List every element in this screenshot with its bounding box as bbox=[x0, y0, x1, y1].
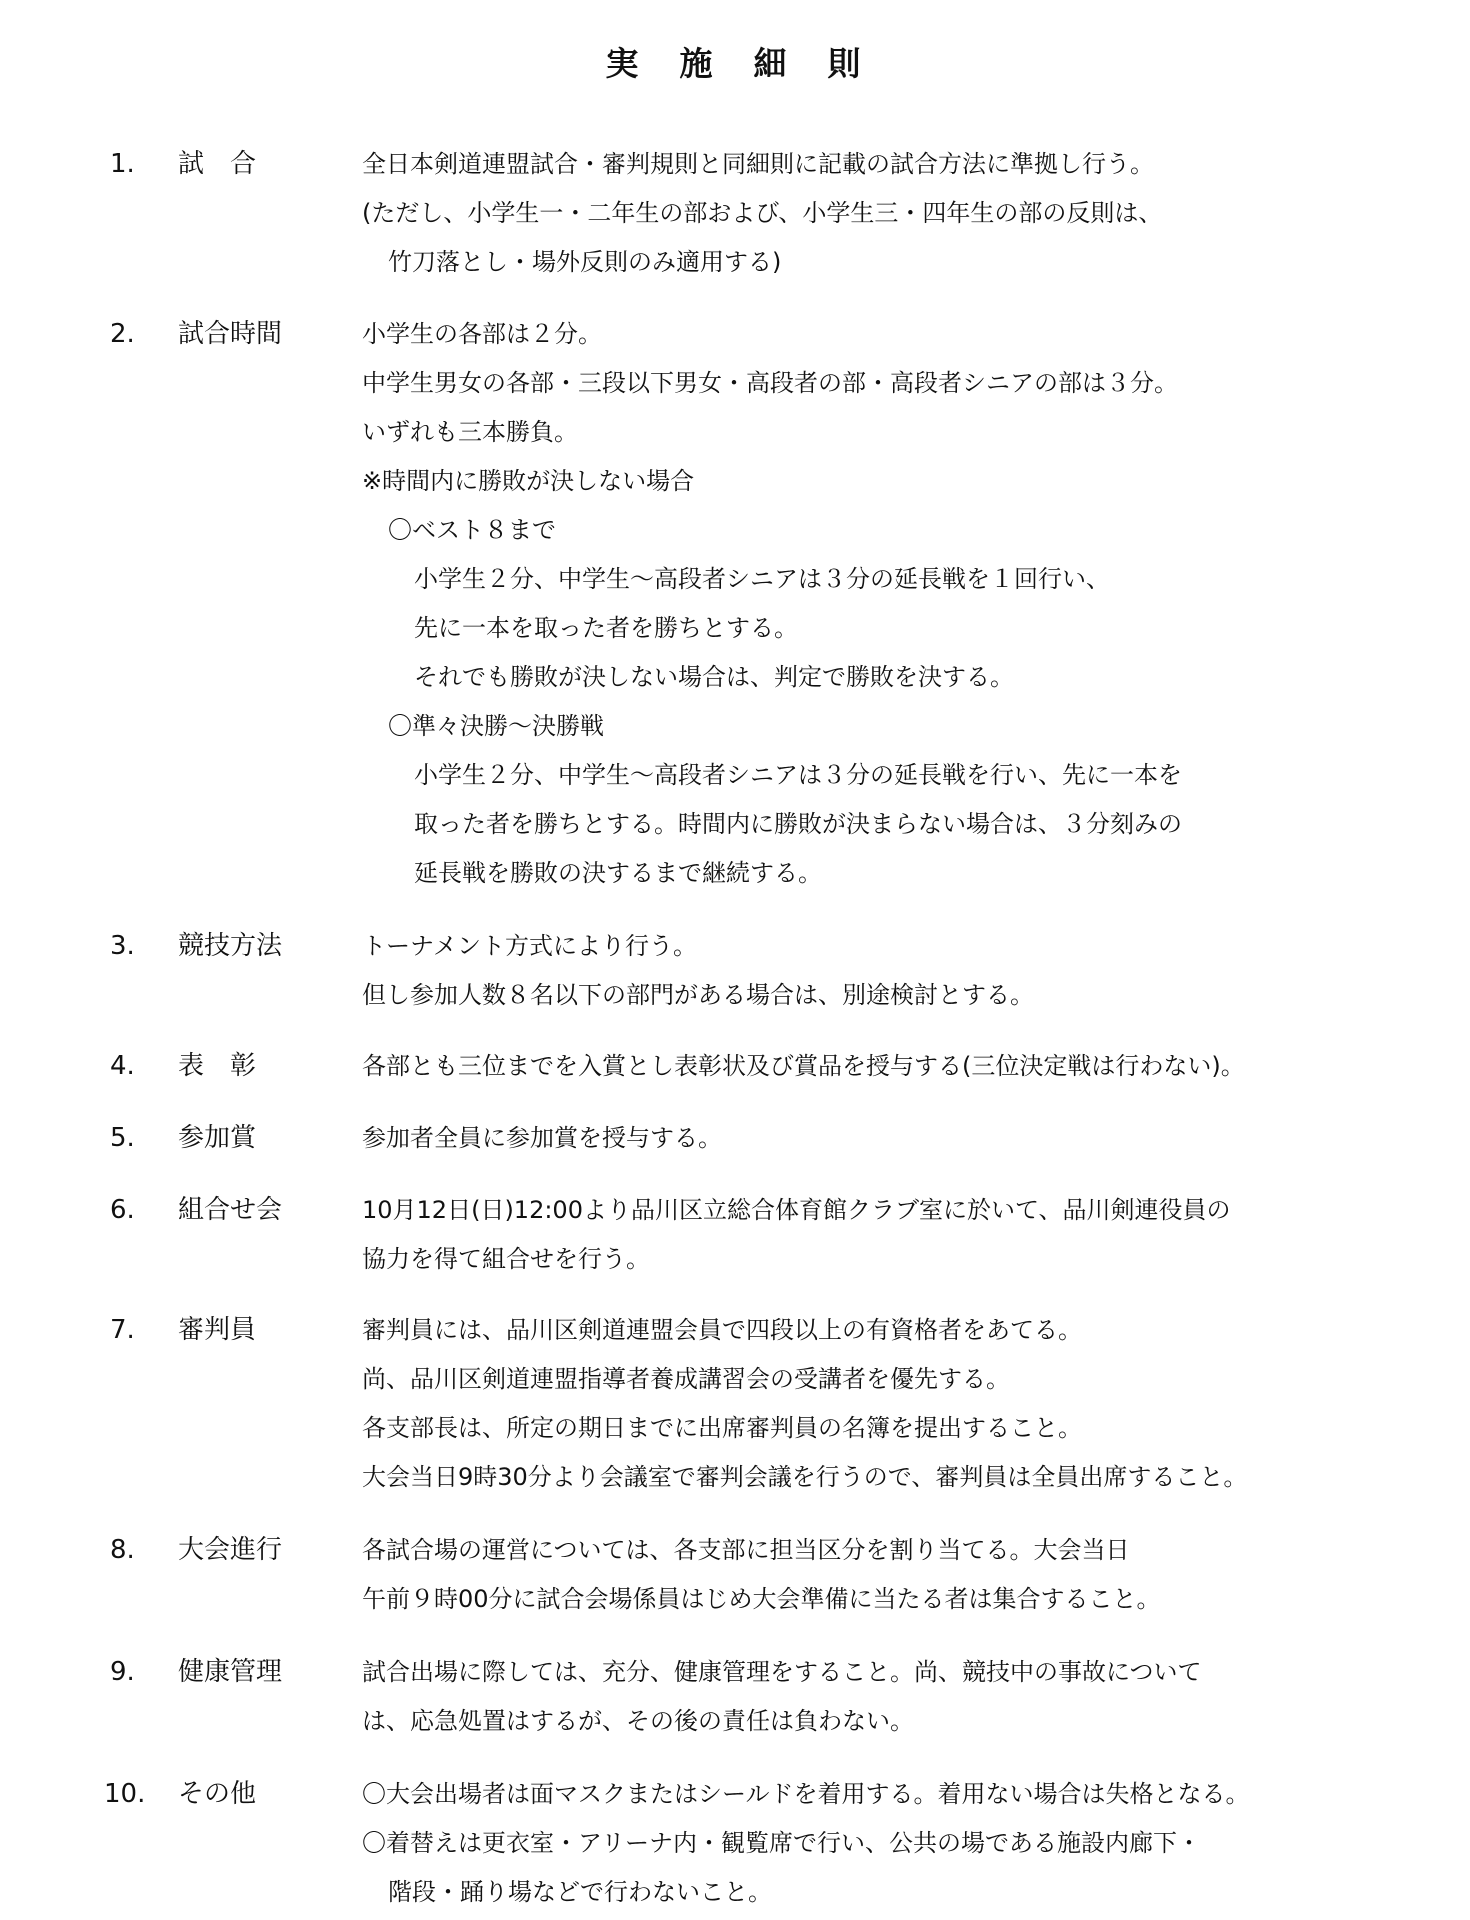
section-number: 4. bbox=[110, 1051, 135, 1081]
section-text-line: 〇着替えは更衣室・アリーナ内・観覧席で行い、公共の場である施設内廊下・ bbox=[362, 1829, 1202, 1857]
section-number: 7. bbox=[110, 1315, 135, 1345]
section-body bbox=[362, 1770, 1362, 1917]
section-number: 8. bbox=[110, 1535, 135, 1565]
section-label: 表 彰 bbox=[178, 1051, 257, 1081]
section-body bbox=[362, 1186, 1362, 1284]
section-label: 組合せ会 bbox=[178, 1195, 283, 1225]
section-subheading: 〇準々決勝～決勝戦 bbox=[388, 712, 604, 740]
section-text-line: 〇大会出場者は面マスクまたはシールドを着用する。着用ない場合は失格となる。 bbox=[362, 1780, 1250, 1808]
section-text-line: 但し参加人数８名以下の部門がある場合は、別途検討とする。 bbox=[362, 981, 1034, 1009]
section-text-line: 竹刀落とし・場外反則のみ適用する) bbox=[388, 248, 782, 276]
section-label: 健康管理 bbox=[178, 1657, 283, 1687]
section-body bbox=[362, 1648, 1362, 1746]
section-label: 大会進行 bbox=[178, 1535, 283, 1565]
section-number: 9. bbox=[110, 1657, 135, 1687]
section-number: 5. bbox=[110, 1123, 135, 1153]
section-text-line: 小学生２分、中学生～高段者シニアは３分の延長戦を行い、先に一本を bbox=[414, 761, 1182, 789]
section-text-line: 午前９時00分に試合会場係員はじめ大会準備に当たる者は集合すること。 bbox=[362, 1585, 1161, 1613]
section-text-line: それでも勝敗が決しない場合は、判定で勝敗を決する。 bbox=[414, 663, 1014, 691]
section-number: 10. bbox=[104, 1779, 146, 1809]
section-number: 3. bbox=[110, 931, 135, 961]
section-text-line: 小学生２分、中学生～高段者シニアは３分の延長戦を１回行い、 bbox=[414, 565, 1110, 593]
section-text-line: 参加者全員に参加賞を授与する。 bbox=[362, 1124, 722, 1152]
section-text-line: 延長戦を勝敗の決するまで継続する。 bbox=[414, 859, 822, 887]
section-text-line: 小学生の各部は２分。 bbox=[362, 320, 602, 348]
section-text-line: いずれも三本勝負。 bbox=[362, 418, 578, 446]
section-body bbox=[362, 140, 1362, 287]
section-text-line: 各試合場の運営については、各支部に担当区分を割り当てる。大会当日 bbox=[362, 1536, 1130, 1564]
section-text-line: 先に一本を取った者を勝ちとする。 bbox=[414, 614, 798, 642]
section-text-line: 尚、品川区剣道連盟指導者養成講習会の受講者を優先する。 bbox=[362, 1365, 1010, 1393]
section-text-line: 試合出場に際しては、充分、健康管理をすること。尚、競技中の事故について bbox=[362, 1658, 1202, 1686]
section-label: 競技方法 bbox=[178, 931, 283, 961]
section-text-line: (ただし、小学生一・二年生の部および、小学生三・四年生の部の反則は、 bbox=[362, 199, 1163, 227]
section-body bbox=[362, 1306, 1362, 1502]
document-title: 実 施 細 則 bbox=[605, 44, 865, 83]
section-label: 参加賞 bbox=[178, 1123, 257, 1153]
section-text-line: ※時間内に勝敗が決しない場合 bbox=[362, 467, 695, 495]
section-text-line: 大会当日9時30分より会議室で審判会議を行うので、審判員は全員出席すること。 bbox=[362, 1463, 1248, 1491]
section-number: 2. bbox=[110, 319, 135, 349]
section-text-line: 各部とも三位までを入賞とし表彰状及び賞品を授与する(三位決定戦は行わない)。 bbox=[362, 1052, 1245, 1080]
section-body bbox=[362, 1526, 1362, 1624]
section-label: 試 合 bbox=[178, 149, 257, 179]
section-subheading: 〇ベスト８まで bbox=[388, 516, 556, 544]
section-text-line: 10月12日(日)12:00より品川区立総合体育館クラブ室に於いて、品川剣連役員の bbox=[362, 1196, 1231, 1224]
section-body bbox=[362, 1114, 1362, 1163]
section-text-line: 取った者を勝ちとする。時間内に勝敗が決まらない場合は、３分刻みの bbox=[414, 810, 1182, 838]
section-text-line: 審判員には、品川区剣道連盟会員で四段以上の有資格者をあてる。 bbox=[362, 1316, 1082, 1344]
section-text-line: 階段・踊り場などで行わないこと。 bbox=[388, 1878, 772, 1906]
section-text-line: 協力を得て組合せを行う。 bbox=[362, 1245, 650, 1273]
section-number: 6. bbox=[110, 1195, 135, 1225]
section-text-line: 中学生男女の各部・三段以下男女・高段者の部・高段者シニアの部は３分。 bbox=[362, 369, 1178, 397]
section-body bbox=[362, 922, 1362, 1020]
section-label: 審判員 bbox=[178, 1315, 257, 1345]
section-text-line: 各支部長は、所定の期日までに出席審判員の名簿を提出すること。 bbox=[362, 1414, 1082, 1442]
section-text-line: は、応急処置はするが、その後の責任は負わない。 bbox=[362, 1707, 914, 1735]
section-number: 1. bbox=[110, 149, 135, 179]
section-body bbox=[362, 1042, 1362, 1091]
section-text-line: 全日本剣道連盟試合・審判規則と同細則に記載の試合方法に準拠し行う。 bbox=[362, 150, 1154, 178]
section-label: その他 bbox=[178, 1779, 257, 1809]
section-body bbox=[362, 310, 1362, 898]
section-label: 試合時間 bbox=[178, 319, 283, 349]
section-text-line: トーナメント方式により行う。 bbox=[362, 932, 698, 960]
